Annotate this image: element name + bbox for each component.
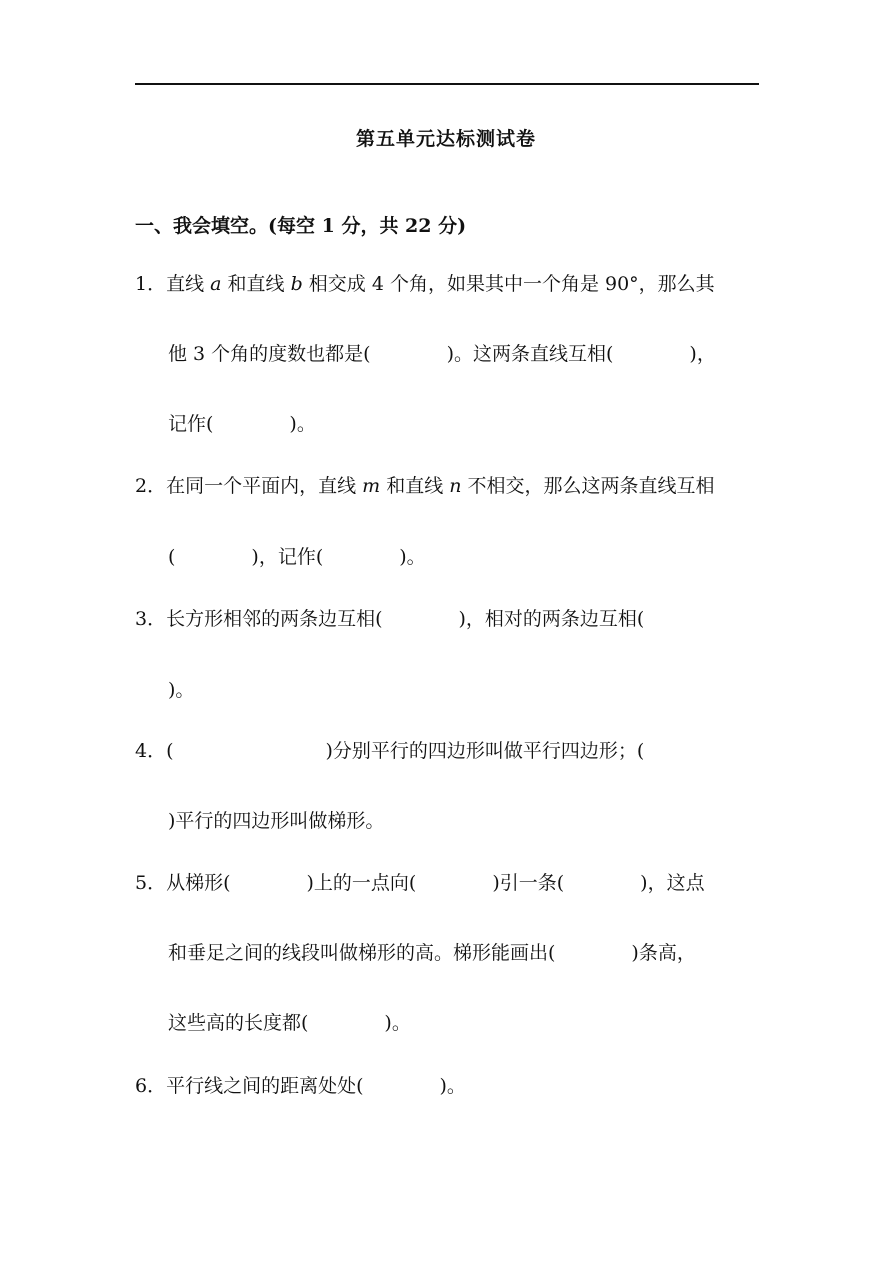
question-4-number: 4． <box>135 740 167 762</box>
variable-m: m <box>362 475 381 497</box>
question-6-number: 6． <box>135 1075 167 1097</box>
top-rule <box>135 83 759 85</box>
question-2-line-1: 2．在同一个平面内，直线 m 和直线 n 不相交，那么这两条直线互相 <box>135 475 715 497</box>
question-2-line-2: ( )，记作( )。 <box>168 546 426 568</box>
question-5-line-3: 这些高的长度都( )。 <box>168 1012 411 1034</box>
question-3-line-2: )。 <box>168 679 195 701</box>
question-6-line-1: 6．平行线之间的距离处处( )。 <box>135 1075 466 1097</box>
question-2-number: 2． <box>135 475 167 497</box>
variable-a: a <box>210 273 222 295</box>
question-3-line-1: 3．长方形相邻的两条边互相( )，相对的两条边互相( <box>135 608 645 630</box>
question-4-line-2: )平行的四边形叫做梯形。 <box>168 810 385 832</box>
question-1-number: 1． <box>135 273 167 295</box>
page-title: 第五单元达标测试卷 <box>355 128 536 150</box>
question-1-line-1: 1．直线 a 和直线 b 相交成 4 个角，如果其中一个角是 90°，那么其 <box>135 273 715 295</box>
section-heading: 一、我会填空。(每空 1 分，共 22 分) <box>135 215 467 237</box>
variable-n: n <box>449 475 462 497</box>
question-5-line-1: 5．从梯形( )上的一点向( )引一条( )，这点 <box>135 872 705 894</box>
variable-b: b <box>290 273 303 295</box>
question-1-line-2: 他 3 个角的度数也都是( )。这两条直线互相( )， <box>168 343 716 365</box>
question-5-number: 5． <box>135 872 167 894</box>
question-3-number: 3． <box>135 608 167 630</box>
question-4-line-1: 4．( )分别平行的四边形叫做平行四边形；( <box>135 740 645 762</box>
question-1-line-3: 记作( )。 <box>168 413 316 435</box>
question-5-line-2: 和垂足之间的线段叫做梯形的高。梯形能画出( )条高， <box>168 942 696 964</box>
